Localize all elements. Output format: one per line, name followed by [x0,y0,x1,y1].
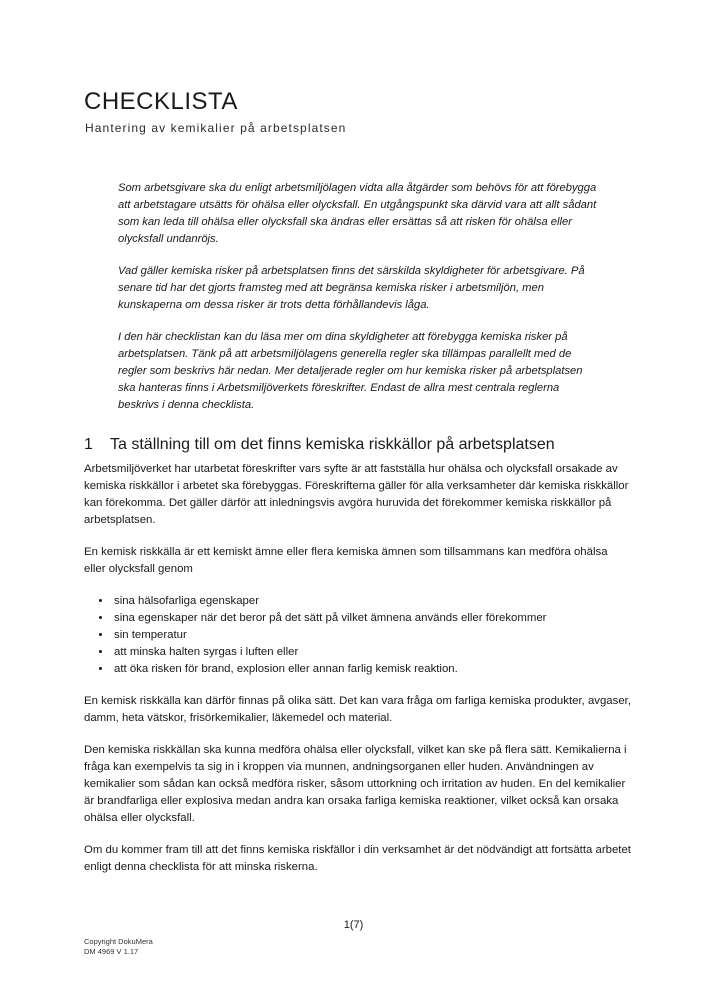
section-number: 1 [84,436,93,453]
list-item: • sin temperatur [112,627,632,644]
footer [84,937,153,957]
page-number: 1(7) [343,919,364,931]
list-item: • sina hälsofarliga egenskaper [112,593,632,610]
page-subtitle: Hantering av kemikalier på arbetsplatsen [85,121,347,135]
bullet-list [84,593,632,678]
body-paragraph: Arbetsmiljöverket har utarbetat föreskrifter vars syfte är att fastställa hur ohälsa och olycksfall orsakade av kemiska riskkällor i arbetet ska förebyggas. Föreskrifterna gäller för alla verksamheter där kemiska riskkällor kan förekomma. Det gäller därför att inledningsvis avgöra huruvida det förekommer kemiska riskkällor på arbetsplatsen. [84,463,629,526]
page-title: CHECKLISTA [84,88,238,115]
section-title: Ta ställning till om det finns kemiska riskkällor på arbetsplatsen [110,436,555,453]
list-item: • att minska halten syrgas i luften eller [112,644,632,661]
list-item: • att öka risken för brand, explosion eller annan farlig kemisk reaktion. [112,661,632,678]
body-paragraph: Den kemiska riskkällan ska kunna medföra ohälsa eller olycksfall, vilket kan ske på flera sätt. Kemikalierna i fråga kan exempelvis ta sig in i kroppen via munnen, andningsorganen eller huden. Användningen av kemikalier som sådan kan också medföra risker, såsom uttorkning och irritation av huden. En del kemikalier är brandfarliga eller explosiva medan andra kan orsaka farliga kemiska reaktioner, vilket också kan orsaka ohälsa eller olycksfall. [84,744,627,824]
section-heading [84,436,555,454]
copyright-text: Copyright DokuMera [84,937,153,946]
list-item: • sina egenskaper när det beror på det sätt på vilket ämnena används eller förekommer [112,610,632,627]
body-paragraph: En kemisk riskkälla kan därför finnas på olika sätt. Det kan vara fråga om farliga kemiska produkter, avgaser, damm, heta vätskor, frisörkemikalier, läkemedel och material. [84,695,631,724]
intro-section [118,180,598,429]
body-paragraph: Om du kommer fram till att det finns kemiska riskfällor i din verksamhet är det nödvändigt att fortsätta arbetet enligt denna checklista för att minska riskerna. [84,844,631,873]
section-body [84,461,632,891]
intro-paragraph: Som arbetsgivare ska du enligt arbetsmiljölagen vidta alla åtgärder som behövs för att förebygga att arbetstagare utsätts för ohälsa eller olycksfall. En utgångspunkt ska därvid vara att allt sådant som kan leda till ohälsa eller olycksfall ska ändras eller ersättas så att risken för ohälsa eller olycksfall undanröjs. [118,182,597,245]
intro-paragraph: I den här checklistan kan du läsa mer om dina skyldigheter att förebygga kemiska risker på arbetsplatsen. Tänk på att arbetsmiljölagens generella regler ska tillämpas parallellt med de regler som beskrivs här nedan. Mer detaljerade regler om hur kemiska risker på arbetsplatsen ska hanteras finns i Arbetsmiljöverkets föreskrifter. Endast de allra mest centrala reglerna beskrivs i denna checklista. [118,331,583,411]
intro-paragraph: Vad gäller kemiska risker på arbetsplatsen finns det särskilda skyldigheter för arbetsgivare. På senare tid har det gjorts framsteg med att begränsa kemiska risker i arbetsmiljön, men kunskaperna om dessa risker är trots detta förhållandevis låga. [118,265,585,311]
document-id: DM 4969 V 1.17 [84,947,139,956]
body-paragraph: En kemisk riskkälla är ett kemiskt ämne eller flera kemiska ämnen som tillsammans kan medföra ohälsa eller olycksfall genom [84,546,608,575]
